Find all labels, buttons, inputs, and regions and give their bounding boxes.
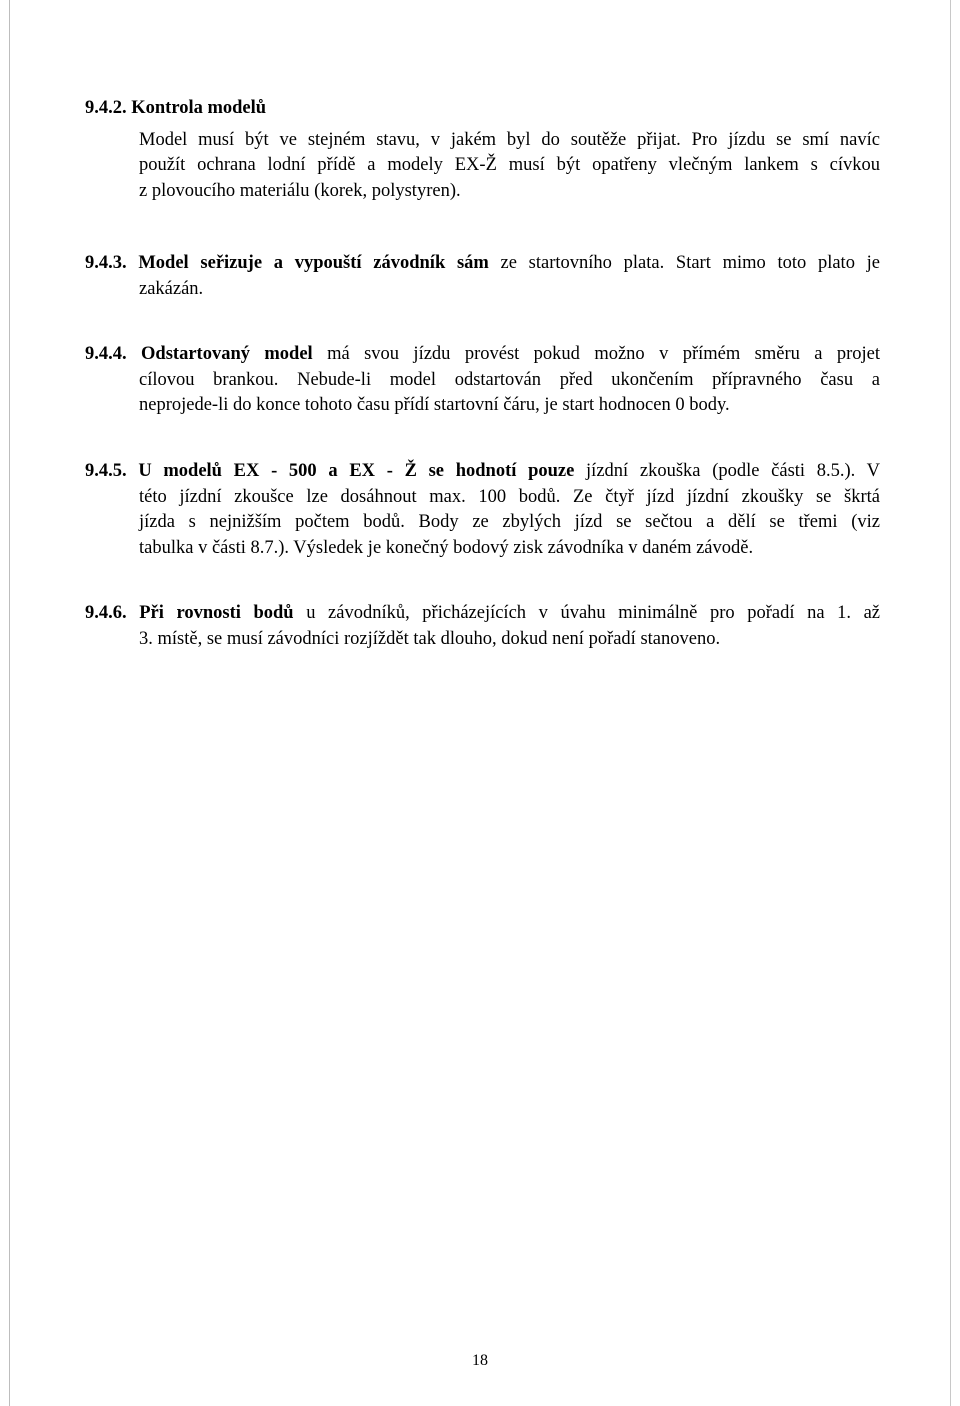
section-9-4-6	[85, 601, 880, 652]
section-line: použít ochrana lodní přídě a modely EX-Ž musí být opatřeny vlečným lankem s cívkou	[139, 155, 880, 175]
section-lead-rest: jízdní zkouška (podle části 8.5.). V	[586, 461, 881, 481]
section-number: 9.4.3.	[85, 253, 127, 273]
section-lead: Odstartovaný model	[141, 344, 313, 364]
section-number: 9.4.4.	[85, 344, 127, 364]
section-title: Kontrola modelů	[131, 98, 267, 118]
section-line: neprojede-li do konce tohoto času přídí startovní čáru, je start hodnocen 0 body.	[139, 395, 730, 415]
section-lead-rest: u závodníků, přicházejících v úvahu minimálně pro pořadí na 1. až	[306, 603, 881, 623]
section-line: této jízdní zkoušce lze dosáhnout max. 100 bodů. Ze čtyř jízd jízdní zkoušky se škrtá	[139, 486, 880, 507]
section-lead: Při rovnosti bodů	[139, 603, 294, 623]
section-line: jízda s nejnižším počtem bodů. Body ze zbylých jízd se sečtou a dělí se třemi (viz	[139, 512, 880, 532]
section-lead-rest: má svou jízdu provést pokud možno v přímém směru a projet	[327, 344, 881, 364]
section-line: cílovou brankou. Nebude-li model odstartován před ukončením přípravného času a	[139, 369, 880, 390]
section-heading	[85, 96, 880, 122]
section-line: tabulka v části 8.7.). Výsledek je konečný bodový zisk závodníka v daném závodě.	[139, 537, 754, 558]
section-9-4-4	[85, 342, 880, 419]
section-line: z plovoucího materiálu (korek, polystyren).	[139, 180, 461, 201]
section-number: 9.4.2.	[85, 98, 127, 118]
section-first-line	[85, 459, 880, 485]
section-line: zakázán.	[139, 278, 204, 299]
section-9-4-5	[85, 459, 880, 561]
page-edge-right	[950, 0, 951, 1406]
section-line: Model musí být ve stejném stavu, v jakém byl do soutěže přijat. Pro jízdu se smí navíc	[139, 129, 880, 150]
page-number: 18	[472, 1352, 488, 1369]
section-lead: U modelů EX - 500 a EX - Ž se hodnotí pouze	[138, 461, 575, 481]
section-number: 9.4.6.	[85, 603, 127, 623]
section-line: 3. místě, se musí závodníci rozjíždět tak dlouho, dokud není pořadí stanoveno.	[139, 628, 721, 649]
section-number: 9.4.5.	[85, 461, 127, 481]
section-first-line	[85, 251, 880, 277]
section-9-4-3	[85, 251, 880, 302]
section-first-line	[85, 342, 880, 368]
section-9-4-2	[85, 96, 880, 204]
section-first-line	[85, 601, 880, 627]
section-lead: Model seřizuje a vypouští závodník sám	[138, 253, 489, 273]
section-lead-rest: ze startovního plata. Start mimo toto plato je	[500, 253, 881, 273]
page-edge-left	[9, 0, 10, 1406]
